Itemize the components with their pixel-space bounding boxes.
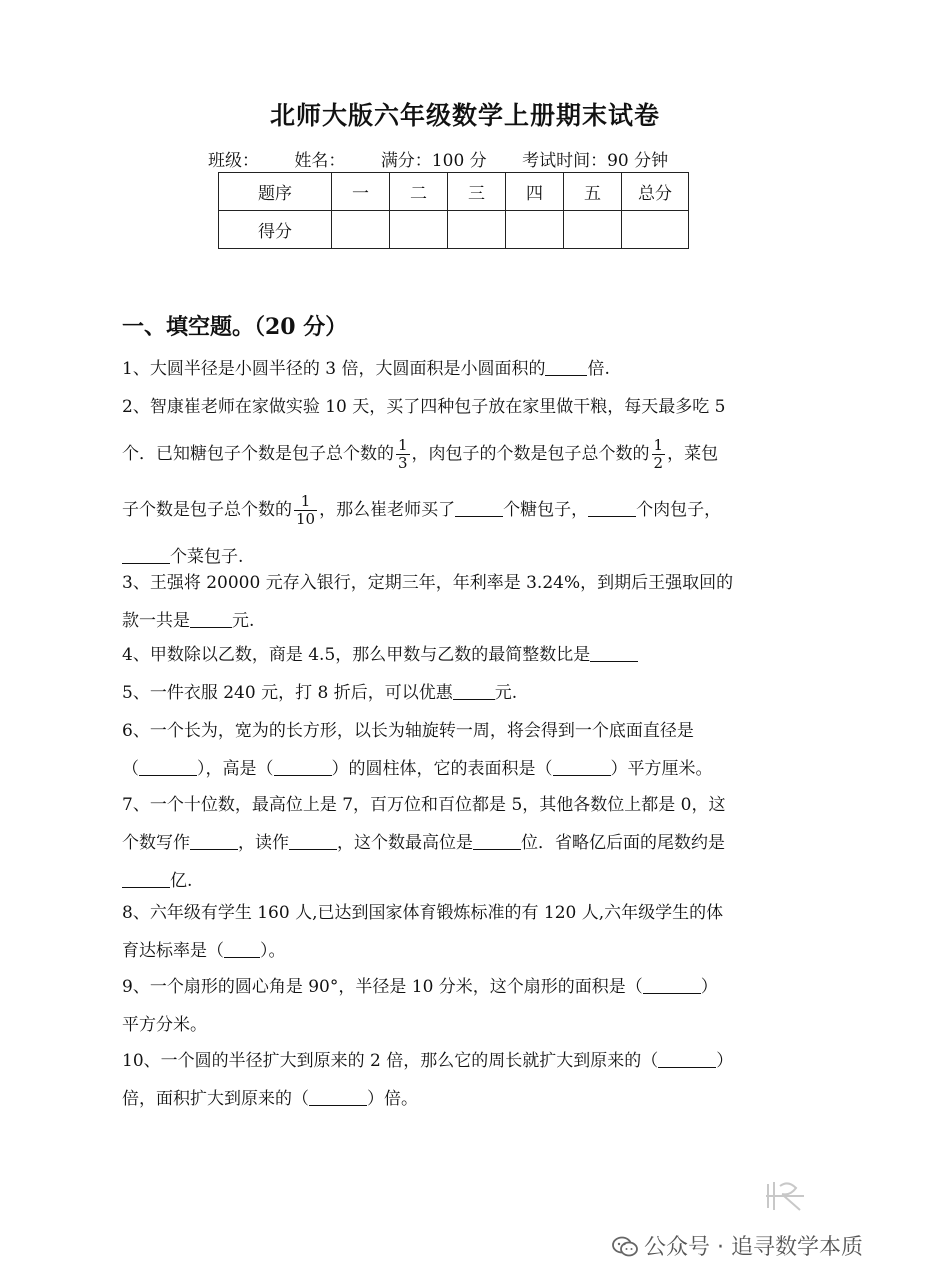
score-table	[218, 172, 689, 249]
question-text: 个肉包子，	[636, 500, 722, 520]
answer-blank[interactable]	[274, 757, 332, 776]
section-heading: 一、填空题。（20 分）	[122, 314, 348, 340]
fraction-one-tenth	[294, 493, 317, 528]
question-text: 个数写作	[122, 833, 190, 853]
score-table-header-cell: 题序	[219, 173, 332, 211]
name-label: 姓名：	[294, 151, 346, 171]
question-7	[122, 786, 792, 900]
question-text: ，肉包子的个数是包子总个数的	[411, 444, 650, 464]
question-text: 元.	[232, 611, 255, 631]
question-text: 4、甲数除以乙数，商是 4.5，那么甲数与乙数的最简整数比是	[122, 645, 591, 665]
score-table-header-cell: 五	[564, 173, 622, 211]
answer-blank[interactable]	[453, 681, 495, 700]
question-line: 3、王强将 20000 元存入银行，定期三年，年利率是 3.24%，到期后王强取回的	[122, 573, 734, 593]
question-10	[122, 1042, 792, 1118]
answer-blank[interactable]	[455, 498, 503, 517]
question-text: 子个数是包子总个数的	[122, 500, 292, 520]
question-line: 6、一个长为，宽为的长方形，以长为轴旋转一周，将会得到一个底面直径是	[122, 721, 694, 741]
question-text: ，这个数最高位是	[337, 833, 473, 853]
answer-blank[interactable]	[309, 1087, 367, 1106]
question-4	[122, 636, 792, 674]
question-text: 款一共是	[122, 611, 190, 631]
fraction-one-third	[396, 437, 410, 472]
answer-blank[interactable]	[190, 831, 238, 850]
question-line: 平方分米。	[122, 1015, 207, 1035]
exam-title: 北师大版六年级数学上册期末试卷	[269, 101, 660, 130]
score-table-header-cell: 一	[332, 173, 390, 211]
answer-blank[interactable]	[122, 545, 170, 564]
answer-blank[interactable]	[289, 831, 337, 850]
question-text: 位．省略亿后面的尾数约是	[521, 833, 725, 853]
exam-info-row	[208, 146, 668, 171]
question-text: 倍，面积扩大到原来的（	[122, 1089, 309, 1109]
question-text: ）的圆柱体，它的表面积是（	[331, 759, 553, 779]
question-line: 7、一个十位数，最高位上是 7，百万位和百位都是 5，其他各数位上都是 0，这	[122, 795, 726, 815]
score-cell[interactable]	[506, 211, 564, 249]
score-table-header-cell: 四	[506, 173, 564, 211]
question-2	[122, 388, 792, 576]
answer-blank[interactable]	[643, 975, 701, 994]
question-text: 9、一个扇形的圆心角是 90°，半径是 10 分米，这个扇形的面积是（	[122, 977, 643, 997]
fraction-numerator: 1	[294, 493, 317, 511]
question-text: 5、一件衣服 240 元，打 8 折后，可以优惠	[122, 683, 453, 703]
question-text: ）平方厘米。	[610, 759, 713, 779]
fraction-denominator: 3	[398, 454, 408, 472]
question-text: ）	[700, 977, 718, 997]
question-text: ，那么崔老师买了	[319, 500, 456, 520]
question-text: ，读作	[238, 833, 289, 853]
score-cell[interactable]	[332, 211, 390, 249]
score-table-header-cell: 二	[390, 173, 448, 211]
answer-blank[interactable]	[658, 1049, 716, 1068]
question-text: 育达标率是（	[122, 941, 224, 961]
class-label: 班级：	[208, 151, 259, 171]
watermark	[612, 1230, 863, 1261]
answer-blank[interactable]	[122, 869, 170, 888]
question-text: 10、一个圆的半径扩大到原来的 2 倍，那么它的周长就扩大到原来的（	[122, 1051, 659, 1071]
question-text: ）	[716, 1051, 734, 1071]
full-score: 满分：100 分	[380, 151, 487, 171]
answer-blank[interactable]	[590, 643, 638, 662]
answer-blank[interactable]	[190, 609, 232, 628]
fraction-numerator: 1	[653, 436, 664, 454]
score-table-header-cell: 总分	[622, 173, 689, 211]
answer-blank[interactable]	[553, 757, 611, 776]
score-row-label: 得分	[219, 211, 332, 249]
question-text: 1、大圆半径是小圆半径的 3 倍，大圆面积是小圆面积的	[122, 359, 546, 379]
score-cell[interactable]	[622, 211, 689, 249]
score-cell[interactable]	[564, 211, 622, 249]
answer-blank[interactable]	[139, 757, 197, 776]
question-9	[122, 968, 792, 1044]
fraction-denominator: 2	[653, 454, 664, 472]
question-text: ）。	[260, 941, 286, 961]
question-1	[122, 350, 792, 388]
question-6	[122, 712, 792, 788]
score-table-header-row	[219, 173, 689, 211]
question-8	[122, 894, 792, 970]
question-text: 个菜包子.	[170, 547, 244, 567]
question-text: （	[122, 759, 139, 779]
question-text: 亿.	[170, 871, 193, 891]
question-5	[122, 674, 792, 712]
question-line: 8、六年级有学生 160 人,已达到国家体育锻炼标准的有 120 人,六年级学生的体	[122, 903, 724, 923]
question-text: 个．已知糖包子个数是包子总个数的	[122, 444, 394, 464]
score-cell[interactable]	[390, 211, 448, 249]
faint-stamp-mark	[760, 1176, 810, 1216]
question-text: ），高是（	[197, 759, 274, 779]
question-3	[122, 564, 792, 640]
fraction-denominator: 10	[296, 510, 316, 528]
watermark-text: 公众号 · 追寻数学本质	[644, 1235, 863, 1260]
answer-blank[interactable]	[473, 831, 521, 850]
wechat-icon	[612, 1236, 638, 1258]
question-text: ，菜包	[667, 444, 719, 464]
answer-blank[interactable]	[224, 939, 260, 958]
question-text: 元.	[494, 683, 518, 703]
question-text: ）倍。	[367, 1089, 418, 1109]
answer-blank[interactable]	[588, 498, 636, 517]
question-text: 个糖包子，	[503, 500, 589, 520]
question-line: 2、智康崔老师在家做实验 10 天，买了四种包子放在家里做干粮，每天最多吃 5	[122, 397, 726, 417]
question-text: 倍.	[587, 359, 610, 379]
fraction-numerator: 1	[398, 436, 408, 454]
score-cell[interactable]	[448, 211, 506, 249]
answer-blank[interactable]	[545, 357, 587, 376]
fraction-one-half	[652, 437, 666, 472]
score-table-score-row	[219, 211, 689, 249]
score-table-header-cell: 三	[448, 173, 506, 211]
exam-time: 考试时间：90 分钟	[522, 151, 669, 171]
